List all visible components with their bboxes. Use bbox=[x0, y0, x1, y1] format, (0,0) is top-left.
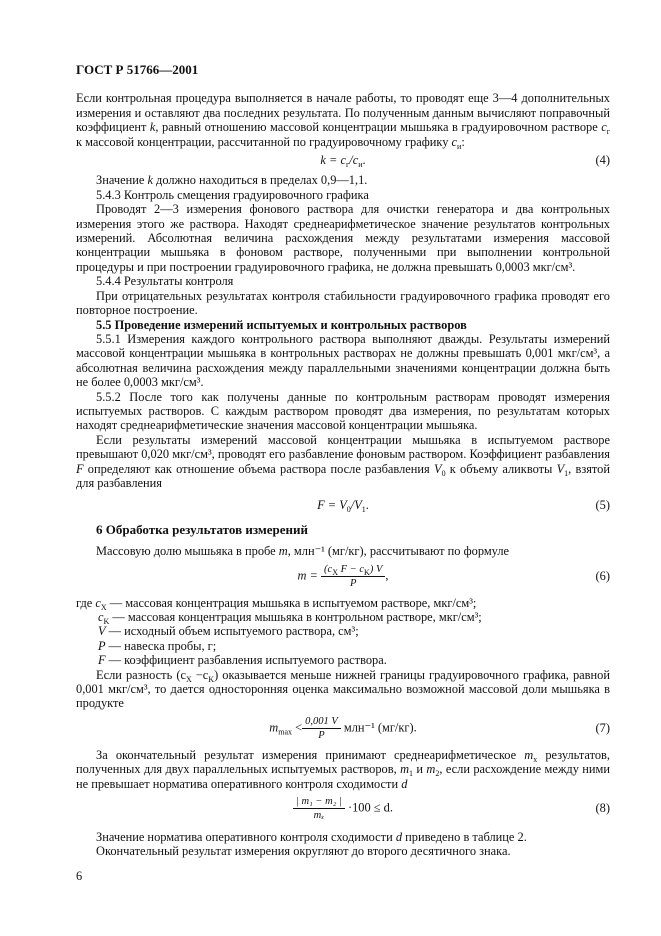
formula-number: (6) bbox=[595, 568, 610, 583]
paragraph: Окончательный результат измерения округляют до второго десятичного знака. bbox=[96, 844, 511, 859]
paragraph: Массовую долю мышьяка в пробе m, млн⁻¹ (мг/кг), рассчитывают по формуле bbox=[96, 544, 510, 559]
paragraph: Проводят 2—3 измерения фонового раствора для очистки генератора и два контрольных измерения этого же раствора. Находят среднеарифметическое значение результатов контрольных измерений. Абсолютная величина расхождения между результатами измерения массовой концентрации мышьяка в фоновом растворе, полученными при выполнении контрольной процедуры и при построении градуировочного графика, не должна превышать 0,0003 мкг/см³. bbox=[76, 202, 610, 274]
formula-number: (8) bbox=[595, 801, 610, 816]
document-header: ГОСТ Р 51766—2001 bbox=[76, 62, 199, 77]
variable-definitions bbox=[76, 596, 610, 668]
paragraph: Если разность $(c_X -c_K)$ оказывается меньше нижней границы градуировочного графика, равной 0,001 мкг/см³, то дается односторонняя оценка максимально возможной массовой доли мышьяка в продукте bbox=[76, 667, 610, 711]
document-page bbox=[76, 63, 610, 883]
paragraph: Если результаты измерений массовой концентрации мышьяка в испытуемом растворе превышают 0,020 мкг/см³, проводят его разбавление фоновым раствором. Коэффициент разбавления F определяют как отношение объема раствора после разбавления $V_0$ к объему аликвоты $V_1$, взятой для разбавления bbox=[76, 432, 610, 490]
formula-6: m = $\frac{(c_X F - c_K) V}{P}$ , (6) bbox=[297, 563, 610, 589]
page-number: 6 bbox=[76, 868, 83, 883]
definition-item: F — коэффициент разбавления испытуемого раствора. bbox=[98, 653, 387, 668]
section-heading-5-5: 5.5 Проведение измерений испытуемых и контрольных растворов bbox=[96, 317, 467, 332]
formula-8: $\frac{\text{| m₁ − m₂ |}}{\text{mₓ}}$ ·100 ≤ d. (8) bbox=[76, 795, 610, 822]
formula-5: $F = V_0/V_1$. (5) bbox=[317, 498, 610, 515]
paragraph: 5.5.1 Измерения каждого контрольного раствора выполняют дважды. Результаты измерений массовой концентрации мышьяка в контрольных растворах не должны превышать 0,001 мкг/см³, а абсолютная величина расхождения между параллельными значениями концентрации должна быть не более 0,0003 мкг/см³. bbox=[76, 331, 610, 390]
formula-7: $m_{max}$ < $\frac{0,001 V}{P}$ млн⁻¹ (мг/кг). (7) bbox=[269, 715, 610, 741]
paragraph: Значение k должно находиться в пределах 0,9—1,1. bbox=[96, 173, 368, 188]
section-heading-6: 6 Обработка результатов измерений bbox=[96, 521, 308, 537]
paragraph: 5.5.2 После того как получены данные по контрольным растворам проводят измерения испытуемых растворов. С каждым раствором проводят два измерения, по результатам которых находят среднеарифметические значения массовой концентрации мышьяка. bbox=[76, 389, 610, 433]
definition-item: $c_K$ — массовая концентрация мышьяка в контрольном растворе, мкг/см³; bbox=[98, 610, 482, 626]
paragraph: Значение норматива оперативного контроля сходимости d приведено в таблице 2. bbox=[96, 830, 527, 845]
formula-number: (4) bbox=[595, 153, 610, 168]
paragraph: При отрицательных результатах контроля стабильности градуировочного графика проводят его повторное построение. bbox=[76, 288, 610, 318]
definition-item: V — исходный объем испытуемого раствора, см³; bbox=[98, 624, 359, 639]
definition-item: где $c_X$ — массовая концентрация мышьяка в испытуемом растворе, мкг/см³; bbox=[76, 595, 477, 612]
section-heading-5-4-3: 5.4.3 Контроль смещения градуировочного графика bbox=[96, 187, 369, 202]
paragraph: За окончательный результат измерения принимают среднеарифметическое $m_x$ результатов, полученных для двух параллельных испытуемых растворов, $m_1$ и $m_2$, если расхождение между ними не превышает норматива оперативного контроля сходимости d bbox=[76, 747, 610, 791]
section-heading-5-4-4: 5.4.4 Результаты контроля bbox=[96, 274, 234, 289]
formula-number: (7) bbox=[595, 720, 610, 735]
formula-number: (5) bbox=[595, 498, 610, 513]
formula-4: $k = c_г/c_и$. (4) bbox=[320, 153, 610, 170]
paragraph: Если контрольная процедура выполняется в начале работы, то проводят еще 3—4 дополнительных измерения и оставляют два последних результата. По полученным данным вычисляют поправочный коэффициент k, равный отношению массовой концентрации мышьяка в градуировочном растворе $c_г$ к массовой концентрации, рассчитанной по градуировочному графику $c_и$: bbox=[76, 91, 610, 151]
definition-item: P — навеска пробы, г; bbox=[98, 638, 217, 653]
